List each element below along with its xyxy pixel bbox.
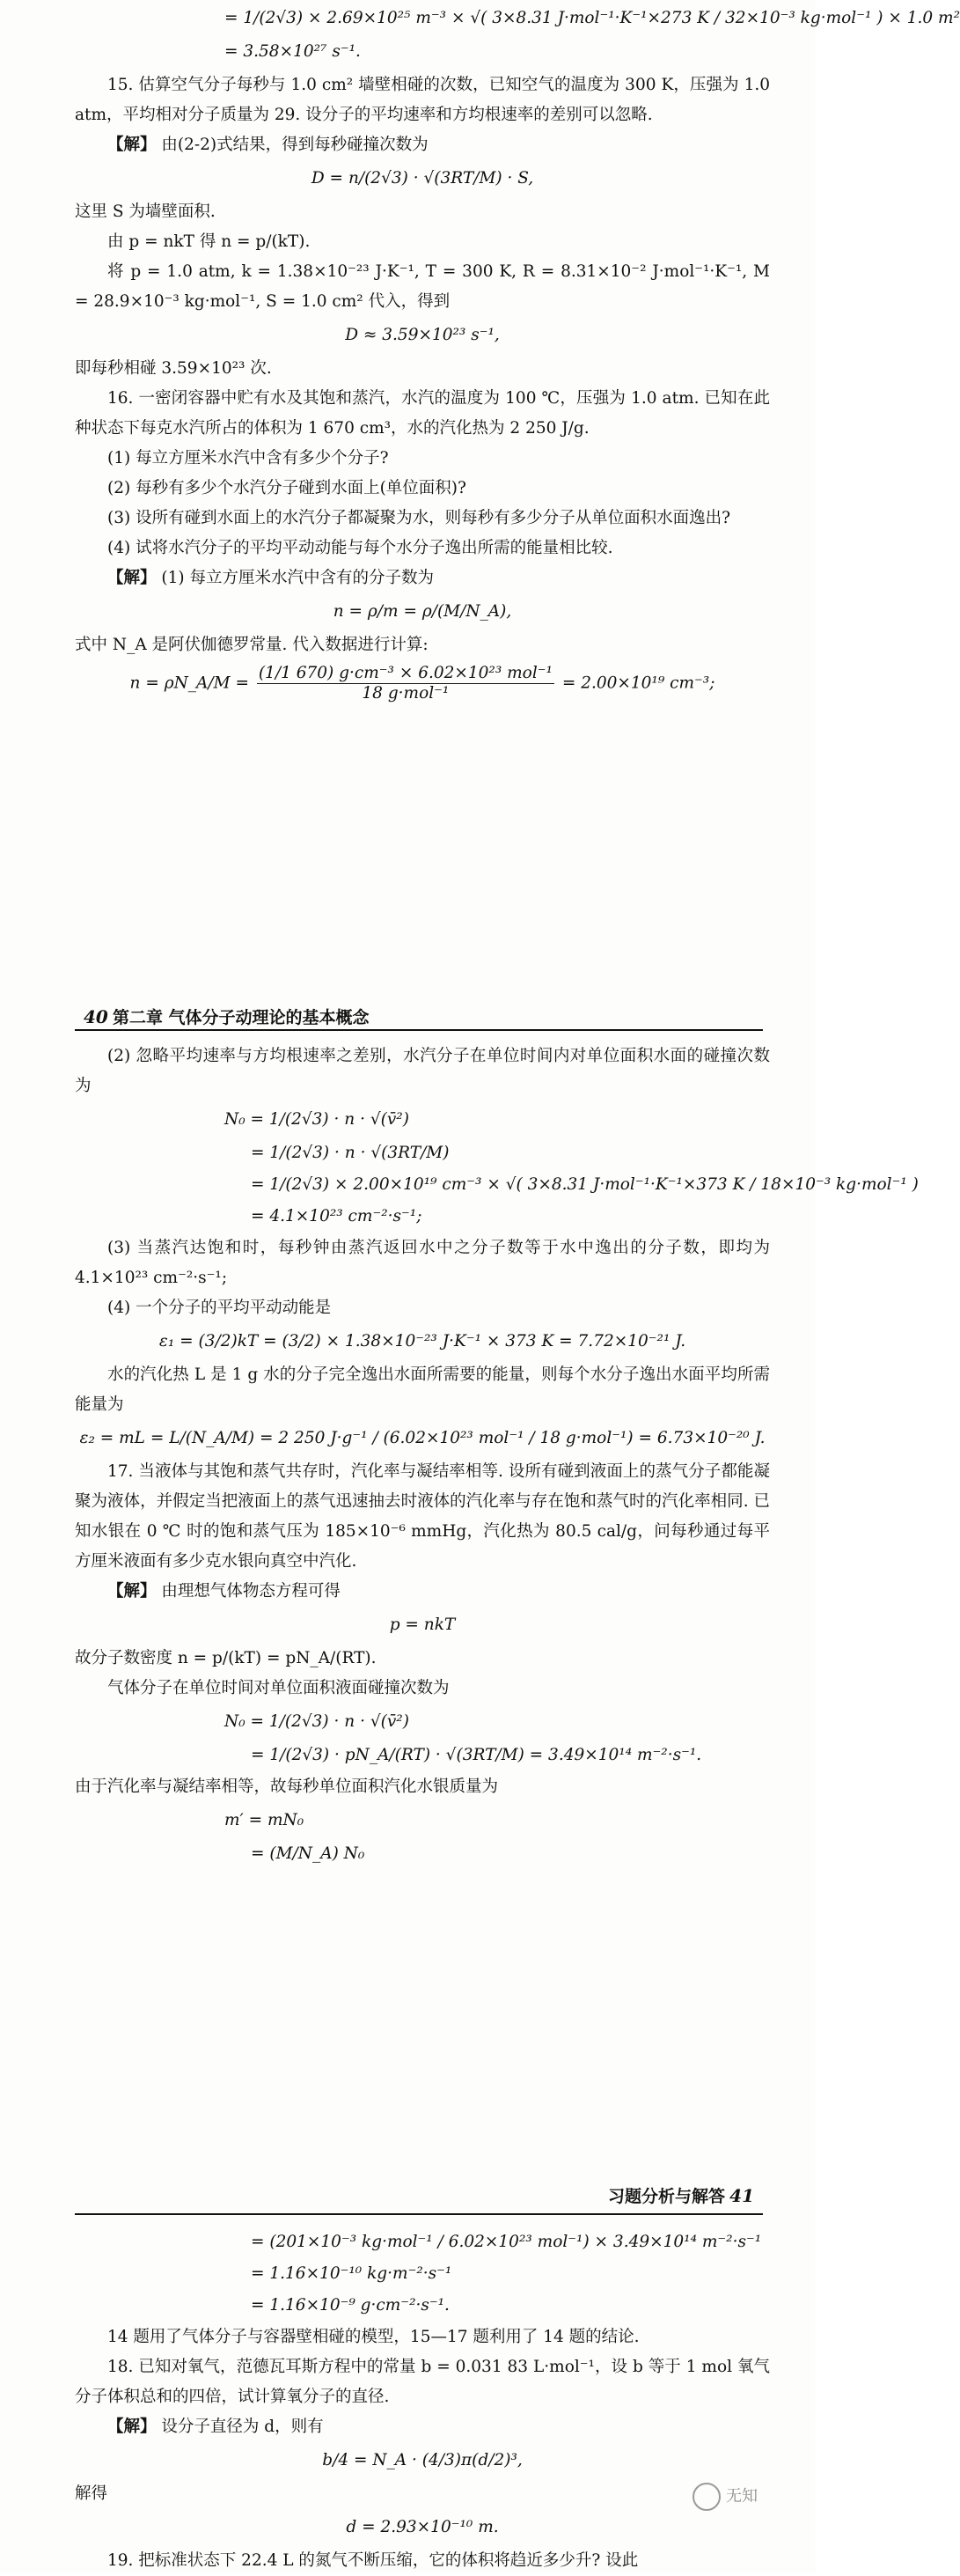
- eq-n-denominator: 18 g·mol⁻¹: [362, 684, 450, 703]
- watermark-logo-icon: [693, 2483, 721, 2511]
- problem-19: 19. 把标准状态下 22.4 L 的氮气不断压缩，它的体积将趋近多少升? 设此: [107, 2551, 639, 2570]
- watermark: [693, 2483, 798, 2518]
- equation-N0b-1: N₀ = 1/(2√3) · n · √(v̄²): [224, 1712, 409, 1731]
- solution-16: [75, 563, 770, 593]
- s17-collisions: 气体分子在单位时间对单位面积液面碰撞次数为: [107, 1679, 450, 1697]
- page-39-body: [75, 0, 960, 707]
- solution-label: 【解】: [107, 569, 157, 587]
- problem-15: 15. 估算空气分子每秒与 1.0 cm² 墙壁相碰的次数，已知空气的温度为 300 K，压强为 1.0 atm，平均相对分子质量为 29. 设分子的平均速率和方均根速率的差别可以忽略.: [75, 76, 770, 124]
- equation-e1: ε₁ = (3/2)kT = (3/2) × 1.38×10⁻²³ J·K⁻¹ × 373 K = 7.72×10⁻²¹ J.: [158, 1332, 686, 1351]
- equation-b: b/4 = N_A · (4/3)π(d/2)³,: [322, 2451, 523, 2469]
- question-16-1: (1) 每立方厘米水汽中含有多少个分子?: [107, 449, 389, 467]
- eq-n-fraction: [257, 664, 554, 703]
- page-number: 40: [84, 1006, 108, 1027]
- eq-n-result: = 2.00×10¹⁹ cm⁻³;: [561, 673, 715, 693]
- solution-18-text: 设分子直径为 d，则有: [161, 2418, 324, 2436]
- equation-m1: m′ = mN₀: [224, 1811, 304, 1829]
- page-41-header: [0, 2175, 816, 2220]
- question-16-2: (2) 每秒有多少个水汽分子碰到水面上(单位面积)?: [107, 479, 466, 497]
- equation-e2: ε₂ = mL = L/(N_A/M) = 2 250 J·g⁻¹ / (6.02×10²³ mol⁻¹ / 18 g·mol⁻¹) = 6.73×10⁻²⁰ J.: [79, 1429, 766, 1447]
- solution-label: 【解】: [107, 136, 157, 154]
- problem-16: 16. 一密闭容器中贮有水及其饱和蒸汽，水汽的温度为 100 ℃，压强为 1.0 atm. 已知在此种状态下每克水汽所占的体积为 1 670 cm³，水的汽化热为 2 250 J/g.: [75, 389, 770, 438]
- equation-N0-2: = 1/(2√3) · n · √(3RT/M): [251, 1144, 450, 1162]
- s15-density: 由 p = nkT 得 n = p/(kT).: [107, 232, 311, 251]
- equation-D-value: D ≈ 3.59×10²³ s⁻¹,: [345, 326, 500, 344]
- s16-avogadro: 式中 N_A 是阿伏伽德罗常量. 代入数据进行计算:: [75, 636, 429, 654]
- s15-note-area: 这里 S 为墙壁面积.: [75, 202, 216, 221]
- equation-N0-1: N₀ = 1/(2√3) · n · √(v̄²): [224, 1110, 409, 1129]
- question-16-3: (3) 设所有碰到水面上的水汽分子都凝聚为水，则每秒有多少分子从单位面积水面逸出?: [107, 509, 731, 527]
- page-40: [0, 990, 919, 2175]
- solution-15: [75, 130, 770, 160]
- equation-m2: = (M/N_A) N₀: [251, 1844, 365, 1863]
- problem-17: 17. 当液体与其饱和蒸气共存时，汽化率与凝结率相等. 设所有碰到液面上的蒸气分子都能凝聚为液体，并假定当把液面上的蒸气迅速抽去时液体的汽化率与存在饱和蒸气时的汽化率相同. 已知水银在 0 ℃ 时的饱和蒸气压为 185×10⁻⁶ mmHg，汽化热为 80.5 cal/g，问每秒通过每平方厘米液面有多少克水银向真空中汽化.: [75, 1462, 770, 1571]
- s18-solve: 解得: [75, 2484, 108, 2503]
- equation-N0-3: = 1/(2√3) × 2.00×10¹⁹ cm⁻³ × √( 3×8.31 J·mol⁻¹·K⁻¹×373 K / 18×10⁻³ kg·mol⁻¹ ): [251, 1175, 919, 1194]
- solution-17-text: 由理想气体物态方程可得: [161, 1582, 341, 1601]
- equation-d: d = 2.93×10⁻¹⁰ m.: [346, 2518, 499, 2536]
- s16-part-4-b: 水的汽化热 L 是 1 g 水的分子完全逸出水面所需要的能量，则每个水分子逸出水面平均所需能量为: [75, 1365, 770, 1414]
- equation-c2: = 1.16×10⁻¹⁰ kg·m⁻²·s⁻¹: [251, 2264, 452, 2283]
- note-14: 14 题用了气体分子与容器壁相碰的模型，15—17 题利用了 14 题的结论.: [107, 2328, 640, 2346]
- s17-mass-rate: 由于汽化率与凝结率相等，故每秒单位面积汽化水银质量为: [75, 1777, 499, 1796]
- page-39: [0, 0, 960, 990]
- page-41: [0, 2175, 816, 2572]
- solution-16-text: (1) 每立方厘米水汽中含有的分子数为: [161, 569, 434, 587]
- s15-substitution: 将 p = 1.0 atm, k = 1.38×10⁻²³ J·K⁻¹, T = 300 K, R = 8.31×10⁻² J·mol⁻¹·K⁻¹, M = 28.9×10⁻³ kg·mol⁻¹, S = 1.0 cm² 代入，得到: [75, 262, 770, 311]
- solution-18: [75, 2412, 770, 2442]
- equation-N0-4: = 4.1×10²³ cm⁻²·s⁻¹;: [251, 1207, 422, 1225]
- equation-c1: = (201×10⁻³ kg·mol⁻¹ / 6.02×10²³ mol⁻¹) × 3.49×10¹⁴ m⁻²·s⁻¹: [251, 2233, 762, 2251]
- eq-n-left: n = ρN_A/M =: [129, 673, 249, 693]
- equation-n: n = ρ/m = ρ/(M/N_A),: [333, 602, 512, 621]
- header-rule: [75, 1029, 763, 1031]
- page-41-body: [75, 2226, 770, 2576]
- s16-part-2: (2) 忽略平均速率与方均根速率之差别，水汽分子在单位时间内对单位面积水面的碰撞次数为: [75, 1047, 770, 1095]
- page-40-body: [75, 1041, 919, 1871]
- header-rule: [75, 2213, 763, 2215]
- page-40-header-text: [84, 1005, 370, 1028]
- page-number: 41: [729, 2185, 754, 2206]
- equation-N0b-2: = 1/(2√3) · pN_A/(RT) · √(3RT/M) = 3.49×10¹⁴ m⁻²·s⁻¹.: [251, 1746, 702, 1764]
- chapter-title: 第二章 气体分子动理论的基本概念: [112, 1008, 370, 1027]
- equation-p: p = nkT: [389, 1616, 456, 1634]
- eq-n-numerator: (1/1 670) g·cm⁻³ × 6.02×10²³ mol⁻¹: [258, 664, 553, 682]
- section-title: 习题分析与解答: [608, 2187, 726, 2206]
- s15-result: 即每秒相碰 3.59×10²³ 次.: [75, 359, 272, 378]
- solution-label: 【解】: [107, 1582, 157, 1601]
- equation-n-value: [75, 664, 770, 703]
- solution-15-text: 由(2-2)式结果，得到每秒碰撞次数为: [161, 136, 429, 154]
- problem-18: 18. 已知对氧气，范德瓦耳斯方程中的常量 b = 0.031 83 L·mol⁻¹，设 b 等于 1 mol 氧气分子体积总和的四倍，试计算氧分子的直径.: [75, 2358, 770, 2406]
- page-41-header-text: [608, 2183, 754, 2207]
- top-equation-1: = 1/(2√3) × 2.69×10²⁵ m⁻³ × √( 3×8.31 J·mol⁻¹·K⁻¹×273 K / 32×10⁻³ kg·mol⁻¹ ) × 1.0 m²: [224, 9, 960, 27]
- s17-density: 故分子数密度 n = p/(kT) = pN_A/(RT).: [75, 1649, 377, 1667]
- s16-part-4: (4) 一个分子的平均平动动能是: [107, 1299, 332, 1317]
- question-16-4: (4) 试将水汽分子的平均平动动能与每个水分子逸出所需的能量相比较.: [107, 539, 613, 557]
- solution-17: [75, 1577, 770, 1607]
- equation-c3: = 1.16×10⁻⁹ g·cm⁻²·s⁻¹.: [251, 2296, 450, 2315]
- solution-label: 【解】: [107, 2418, 157, 2436]
- equation-D: D = n/(2√3) · √(3RT/M) · S,: [311, 169, 534, 188]
- watermark-text: 无知: [726, 2487, 758, 2506]
- page-40-header: [0, 990, 816, 1036]
- s16-part-3: (3) 当蒸汽达饱和时，每秒钟由蒸汽返回水中之分子数等于水中逸出的分子数，即均为 4.1×10²³ cm⁻²·s⁻¹;: [75, 1239, 770, 1287]
- top-equation-2: = 3.58×10²⁷ s⁻¹.: [224, 42, 361, 61]
